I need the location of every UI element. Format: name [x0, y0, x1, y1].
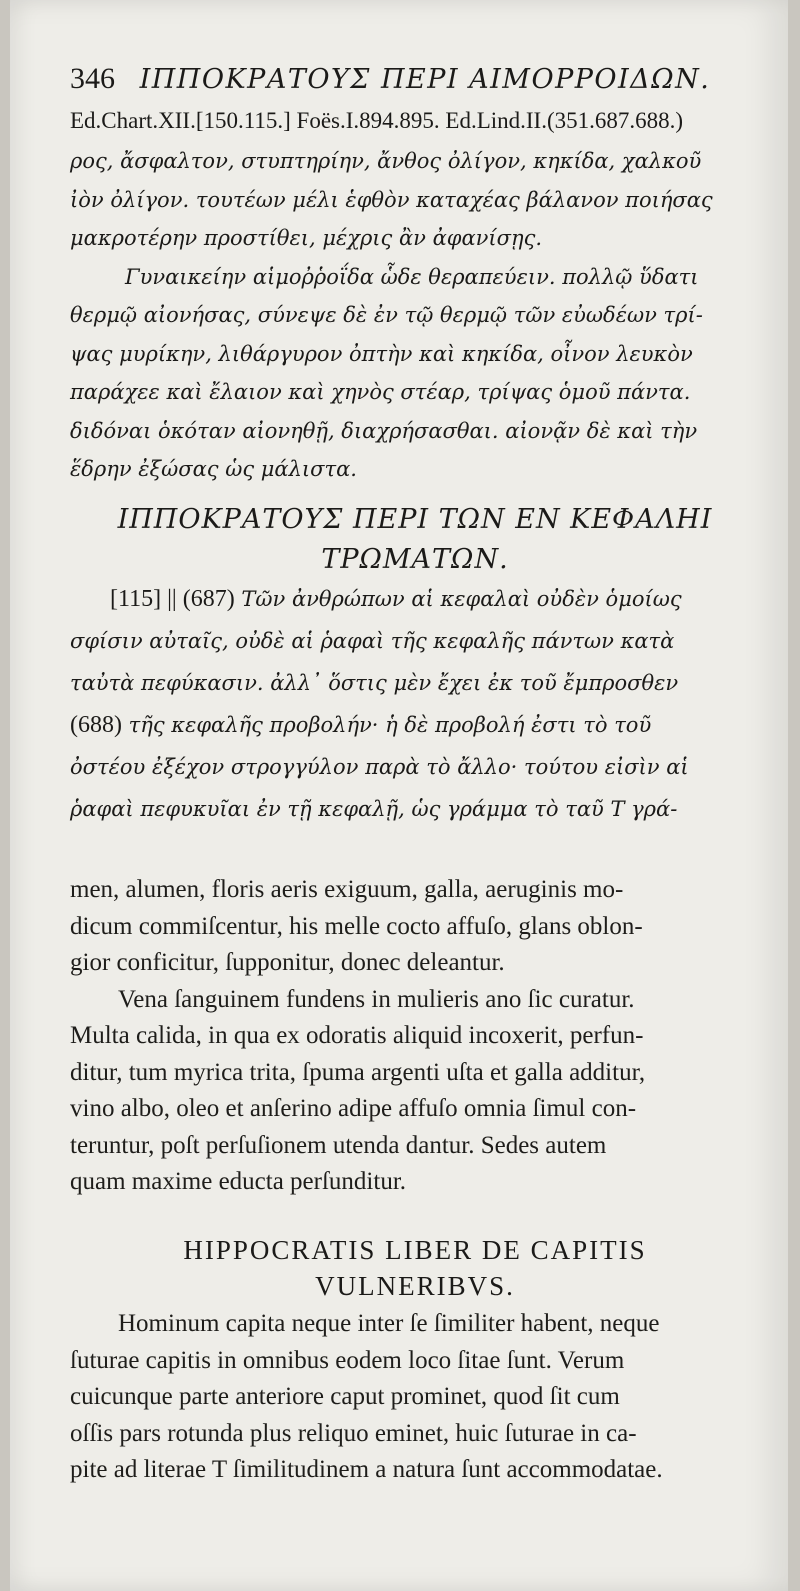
- greek-section-title: [70, 500, 760, 580]
- page-marker: (688): [70, 712, 122, 738]
- latin-line: teruntur, poſt perſuſionem utenda dantur. Sedes autem: [70, 1131, 607, 1159]
- running-header: [70, 62, 730, 96]
- greek-line: ψας μυρίκην, λιθάργυρον ὀπτὴν καὶ κηκίδα, οἶνον λευκὸν: [70, 341, 693, 366]
- latin-line: Hominum capita neque inter ſe ſimiliter habent, neque: [118, 1310, 660, 1337]
- latin-haemorrhoids-text: [70, 872, 760, 1201]
- latin-section-title: [70, 1232, 760, 1304]
- edition-references: Ed.Chart.XII.[150.115.] Foës.I.894.895. Ed.Lind.II.(351.687.688.): [70, 108, 684, 133]
- latin-wounds-text: [70, 1306, 760, 1489]
- latin-line: Vena ſanguinem fundens in mulieris ano ſic curatur.: [118, 985, 635, 1013]
- latin-line: ditur, tum myrica trita, ſpuma argenti uſta et galla additur,: [70, 1058, 646, 1086]
- greek-wounds-text: [70, 578, 760, 830]
- latin-line: ſuturae capitis in omnibus eodem loco ſitae ſunt. Verum: [70, 1346, 625, 1374]
- latin-line: men, alumen, floris aeris exiguum, galla, aeruginis mo-: [70, 876, 624, 903]
- greek-line-text: τῆς κεφαλῆς προβολήν· ἡ δὲ προβολή ἐστι τὸ τοῦ: [128, 713, 652, 737]
- running-title: ΙΠΠΟΚΡΑΤΟΥΣ ΠΕΡΙ ΑΙΜΟΡΡΟΙΔΩΝ.: [139, 64, 711, 95]
- greek-line: [70, 704, 760, 746]
- greek-line: ἕδρην ἐξώσας ὡς μάλιστα.: [70, 457, 357, 481]
- greek-line: μακροτέρην προστίθει, μέχρις ἂν ἀφανίσῃς.: [70, 226, 543, 250]
- latin-line: gior conficitur, ſupponitur, donec deleantur.: [70, 949, 505, 976]
- greek-haemorrhoids-text: [70, 142, 760, 489]
- latin-line: quam maxime educta perſunditur.: [70, 1168, 407, 1195]
- greek-line: διδόναι ὁκόταν αἰονηθῇ, διαχρήσασθαι. αἰονᾷν δὲ καὶ τὴν: [70, 418, 698, 443]
- greek-line: παράχεε καὶ ἔλαιον καὶ χηνὸς στέαρ, τρίψας ὁμοῦ πάντα.: [70, 380, 691, 404]
- latin-line: dicum commiſcentur, his melle cocto affuſo, glans oblon-: [70, 912, 643, 940]
- greek-line: Γυναικείην αἱμοῤῥοΐδα ὧδε θεραπεύειν. πολλῷ ὕδατι: [125, 264, 699, 289]
- greek-line: ὀστέου ἐξέχον στρογγύλον παρὰ τὸ ἄλλο· τούτου εἰσὶν αἱ: [70, 755, 689, 779]
- latin-line: pite ad literae T ſimilitudinem a natura ſunt accommodatae.: [70, 1456, 663, 1483]
- greek-line: σφίσιν αὐταῖς, οὐδὲ αἱ ῥαφαὶ τῆς κεφαλῆς πάντων κατὰ: [70, 629, 675, 653]
- latin-line: oſſis pars rotunda plus reliquo eminet, huic ſuturae in ca-: [70, 1419, 637, 1447]
- greek-line: ἰὸν ὀλίγον. τουτέων μέλι ἑφθὸν καταχέας βάλανον ποιήσας: [70, 187, 713, 212]
- chapter-markers: [115] || (687): [110, 586, 235, 612]
- latin-line: cuicunque parte anteriore caput prominet, quod ſit cum: [70, 1383, 620, 1410]
- greek-line: θερμῷ αἰονήσας, σύνεψε δὲ ἐν τῷ θερμῷ τῶν εὐωδέων τρί-: [70, 303, 703, 327]
- book-page: [10, 0, 788, 1591]
- page-number: 346: [70, 62, 115, 95]
- greek-line: ρος, ἄσφαλτον, στυπτηρίην, ἄνθος ὀλίγον, κηκίδα, χαλκοῦ: [70, 149, 702, 173]
- greek-line: ταὐτὰ πεφύκασιν. ἀλλ᾽ ὅστις μὲν ἔχει ἐκ τοῦ ἔμπροσθεν: [70, 671, 679, 695]
- latin-title-line: HIPPOCRATIS LIBER DE CAPITIS: [183, 1235, 647, 1265]
- latin-line: vino albo, oleo et anſerino adipe affuſo omnia ſimul con-: [70, 1095, 637, 1122]
- greek-line-text: Τῶν ἀνθρώπων αἱ κεφαλαὶ οὐδὲν ὁμοίως: [241, 587, 682, 611]
- latin-line: Multa calida, in qua ex odoratis aliquid incoxerit, perfun-: [70, 1022, 644, 1049]
- greek-title-line: ΙΠΠΟΚΡΑΤΟΥΣ ΠΕΡΙ ΤΩΝ ΕΝ ΚΕΦΑΛΗΙ: [117, 504, 713, 535]
- greek-title-line: ΤΡΩΜΑΤΩΝ.: [321, 544, 509, 575]
- greek-line: ῥαφαὶ πεφυκυῖαι ἐν τῇ κεφαλῇ, ὡς γράμμα τὸ ταῦ Τ γρά-: [70, 797, 678, 821]
- greek-line: [70, 578, 760, 620]
- latin-title-line: VULNERIBVS.: [315, 1271, 515, 1301]
